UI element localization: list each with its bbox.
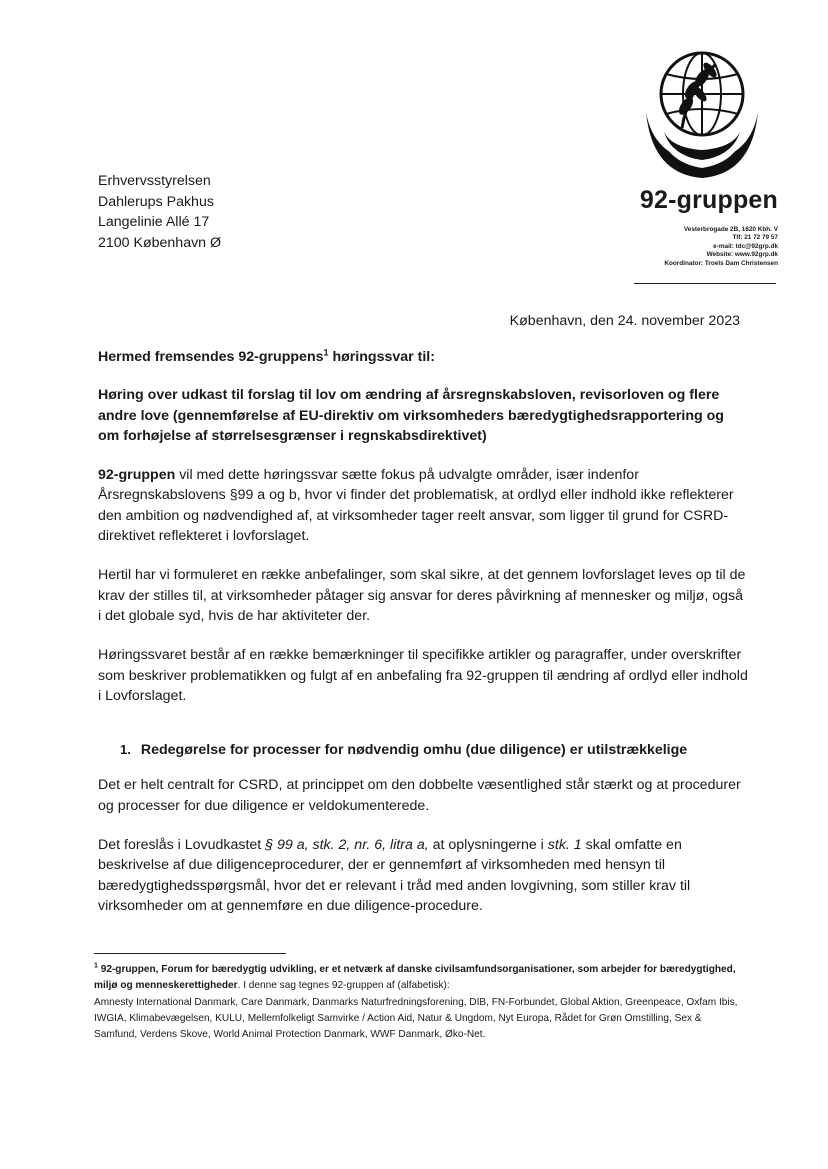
date-line: København, den 24. november 2023 bbox=[509, 313, 740, 329]
footnote-divider bbox=[94, 953, 286, 954]
paragraph-5-text-b: at oplysningerne i bbox=[428, 837, 548, 854]
paragraph-1-text: vil med dette høringssvar sætte fokus på udvalgte områder, især indenfor Årsregnskabslovens §99 a og b, hvor vi finder det problematisk, at ordlyd eller indhold ikke reflekterer den ambition og nødvendighed af, at virksomheder tager reelt ansvar, som ligger til grund for CSRD-direktivet reflekteret i lovforslaget. bbox=[98, 467, 734, 545]
footnote-text: . I denne sag tegnes 92-gruppen af (alfabetisk): bbox=[237, 980, 450, 992]
org-website[interactable]: Website: www.92grp.dk bbox=[706, 251, 778, 259]
section-title: Redegørelse for processer for nødvendig omhu (due diligence) er utilstrækkelige bbox=[140, 742, 688, 759]
org-coordinator: Koordinator: Troels Dam Christensen bbox=[664, 259, 778, 267]
footnote-marker[interactable]: 1 bbox=[323, 347, 329, 358]
paragraph-5-text-a: Det foreslås i Lovudkastet bbox=[98, 837, 266, 854]
footnote-number: 1 bbox=[94, 962, 98, 970]
footnote-intro bbox=[94, 962, 744, 995]
subject-heading: Høring over udkast til forslag til lov om ændring af årsregnskabsloven, revisorloven og flere andre love (gennemførelse af EU-direktiv om virksomheders bæredygtighedsrapportering og om forhøjelse af størrelsesgrænser i regnskabsdirektivet) bbox=[98, 387, 724, 444]
footnote-bold-text: 92-gruppen, Forum for bæredygtig udvikling, er et netværk af danske civilsamfundsorganisationer, som arbejder for bæredygtighed, miljø og menneskerettigheder bbox=[94, 964, 736, 992]
paragraph-2: Hertil har vi formuleret en række anbefalinger, som skal sikre, at det gennem lovforslaget leves op til de krav der stilles til, at virksomheder påtager sig ansvar for deres påvirkning af mennesker og miljø, også i det globale syd, hvis de har aktiviteter der. bbox=[98, 567, 746, 624]
org-phone: Tlf: 21 72 79 57 bbox=[732, 234, 778, 242]
org-name: 92-gruppen bbox=[639, 186, 778, 214]
recipient-address bbox=[98, 171, 221, 253]
paragraph-4: Det er helt centralt for CSRD, at princippet om den dobbelte væsentlighed står stærkt og at procedurer og processer for due diligence er veldokumenterede. bbox=[98, 777, 741, 814]
footnote bbox=[94, 962, 744, 1043]
org-address: Vesterbrogade 2B, 1620 Kbh. V bbox=[683, 226, 778, 233]
section-1-heading bbox=[98, 740, 748, 760]
globe-hands-logo-icon bbox=[644, 50, 760, 180]
recipient-line-1: Erhvervsstyrelsen bbox=[98, 173, 211, 189]
paragraph-3: Høringssvaret består af en række bemærkninger til specifikke artikler og paragraffer, under overskrifter som beskriver problematikken og fulgt af en anbefaling fra 92-gruppen til ændring af ordlyd eller indhold i Lovforslaget. bbox=[98, 647, 748, 704]
law-reference: § 99 a, stk. 2, nr. 6, litra a, bbox=[265, 837, 429, 854]
letterhead-divider bbox=[634, 283, 776, 284]
recipient-line-4: 2100 København Ø bbox=[98, 234, 222, 251]
law-reference-stk: stk. 1 bbox=[547, 837, 582, 854]
paragraph-1 bbox=[98, 465, 748, 546]
intro-text-end: høringssvar til: bbox=[328, 349, 435, 365]
org-name-lead: 92-gruppen bbox=[98, 467, 176, 484]
paragraph-5 bbox=[98, 835, 748, 916]
intro-text: Hermed fremsendes 92-gruppens bbox=[98, 349, 324, 365]
recipient-line-3: Langelinie Allé 17 bbox=[98, 214, 210, 231]
recipient-line-2: Dahlerups Pakhus bbox=[98, 193, 214, 210]
letter-body bbox=[98, 347, 748, 916]
intro-line bbox=[98, 347, 748, 367]
paragraph-5-text-c: skal omfatte en beskrivelse af due diligenceprocedurer, der er gennemført af virksomheden med hensyn til bæredygtighedsspørgsmål, hvor det er relevant i tråd med anden lovgivning, som stiller krav til virksomheder om at gennemføre en due diligence-procedure. bbox=[98, 837, 691, 914]
footnote-members: Amnesty International Danmark, Care Danmark, Danmarks Naturfredningsforening, DIB, FN-Forbundet, Global Aktion, Greenpeace, Oxfam Ibis, IWGIA, Klimabevægelsen, KULU, Mellemfolkeligt Samvirke / Action Aid, Natur & Ungdom, Nyt Europa, Rådet for Grøn Omstilling, Sex & Samfund, Verdens Skove, World Animal Protection Danmark, WWF Danmark, Øko-Net. bbox=[94, 996, 738, 1041]
org-email[interactable]: e-mail: tdc@92grp.dk bbox=[713, 242, 778, 250]
org-contact-block bbox=[600, 226, 778, 268]
section-number: 1. bbox=[120, 742, 131, 758]
